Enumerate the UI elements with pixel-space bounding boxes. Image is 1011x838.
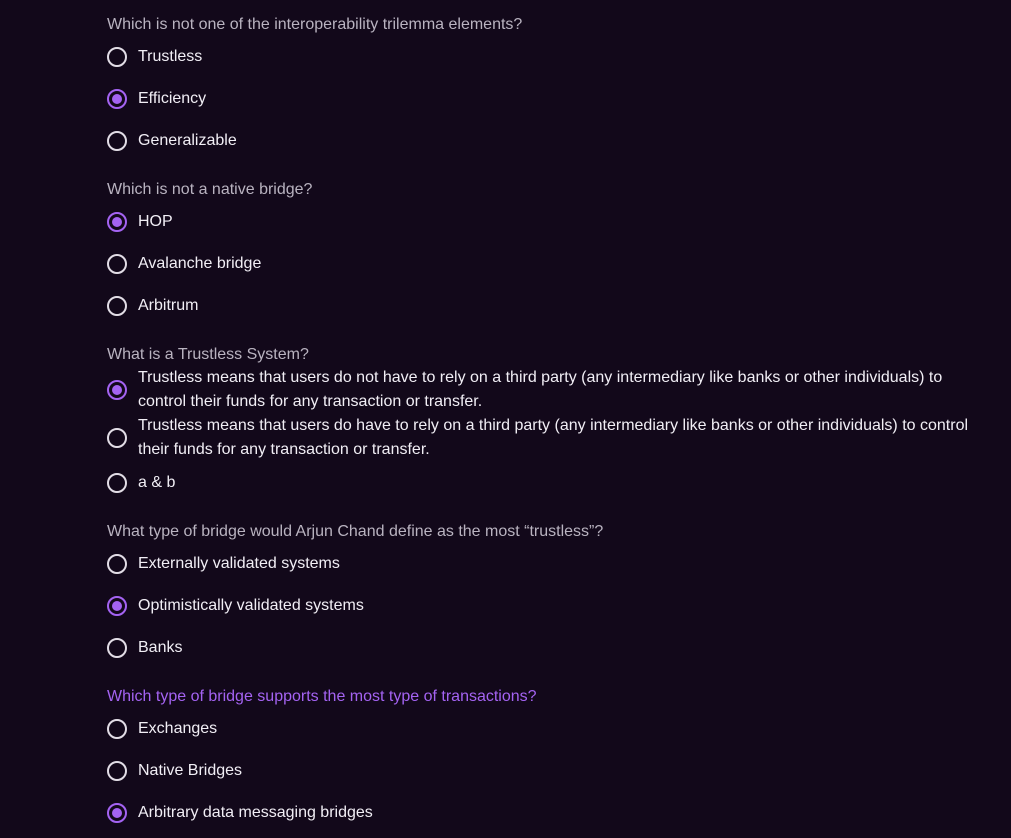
q4-option-2-label: Optimistically validated systems bbox=[138, 597, 364, 614]
q4-option-3-label: Banks bbox=[138, 639, 183, 656]
q3-option-do-rely[interactable] bbox=[107, 414, 968, 462]
q2-option-hop[interactable] bbox=[107, 210, 173, 234]
q2-option-2-label: Avalanche bridge bbox=[138, 255, 262, 272]
q3-option-2-label: Trustless means that users do have to rely on a third party (any intermediary like banks or other individuals) to control their funds for any transaction or transfer. bbox=[138, 417, 969, 458]
q3-radio-1[interactable] bbox=[107, 380, 127, 400]
q5-radio-2[interactable] bbox=[107, 761, 127, 781]
q1-option-3-label: Generalizable bbox=[138, 132, 237, 149]
q5-option-native[interactable] bbox=[107, 759, 242, 783]
q5-option-exchanges[interactable] bbox=[107, 717, 217, 741]
question-2-text: Which is not a native bridge? bbox=[107, 181, 313, 198]
question-1-text: Which is not one of the interoperability trilemma elements? bbox=[107, 16, 523, 33]
q4-option-banks[interactable] bbox=[107, 636, 182, 660]
q1-option-efficiency[interactable] bbox=[107, 87, 206, 111]
q5-option-2-label: Native Bridges bbox=[138, 762, 243, 779]
q2-radio-3[interactable] bbox=[107, 296, 127, 316]
q1-option-generalizable[interactable] bbox=[107, 129, 237, 153]
question-3-text: What is a Trustless System? bbox=[107, 346, 309, 363]
q3-radio-3[interactable] bbox=[107, 473, 127, 493]
q5-option-1-label: Exchanges bbox=[138, 720, 218, 737]
q3-option-3-label: a & b bbox=[138, 474, 176, 491]
q4-option-optimistic[interactable] bbox=[107, 594, 364, 618]
q3-option-a-and-b[interactable] bbox=[107, 471, 175, 495]
q3-option-1-label: Trustless means that users do not have to rely on a third party (any intermediary like banks or other individuals) to control their funds for any transaction or transfer. bbox=[138, 369, 943, 410]
q1-option-2-label: Efficiency bbox=[138, 90, 207, 107]
question-5-text: Which type of bridge supports the most type of transactions? bbox=[107, 688, 537, 705]
q3-radio-2[interactable] bbox=[107, 428, 127, 448]
q5-radio-1[interactable] bbox=[107, 719, 127, 739]
q4-radio-1[interactable] bbox=[107, 554, 127, 574]
q1-option-1-label: Trustless bbox=[138, 48, 203, 65]
q2-radio-2[interactable] bbox=[107, 254, 127, 274]
q1-radio-1[interactable] bbox=[107, 47, 127, 67]
q5-option-3-label: Arbitrary data messaging bridges bbox=[138, 804, 373, 821]
q2-option-avalanche[interactable] bbox=[107, 252, 261, 276]
q2-radio-1[interactable] bbox=[107, 212, 127, 232]
q3-option-not-rely[interactable] bbox=[107, 366, 968, 414]
q1-radio-3[interactable] bbox=[107, 131, 127, 151]
q4-radio-3[interactable] bbox=[107, 638, 127, 658]
q4-option-1-label: Externally validated systems bbox=[138, 555, 340, 572]
q2-option-1-label: HOP bbox=[138, 213, 173, 230]
q4-option-external[interactable] bbox=[107, 552, 340, 576]
q5-radio-3[interactable] bbox=[107, 803, 127, 823]
q2-option-3-label: Arbitrum bbox=[138, 297, 199, 314]
q4-radio-2[interactable] bbox=[107, 596, 127, 616]
q5-option-arbitrary[interactable] bbox=[107, 801, 373, 825]
q2-option-arbitrum[interactable] bbox=[107, 294, 198, 318]
question-4-text: What type of bridge would Arjun Chand define as the most “trustless”? bbox=[107, 523, 604, 540]
q1-option-trustless[interactable] bbox=[107, 45, 202, 69]
q1-radio-2[interactable] bbox=[107, 89, 127, 109]
